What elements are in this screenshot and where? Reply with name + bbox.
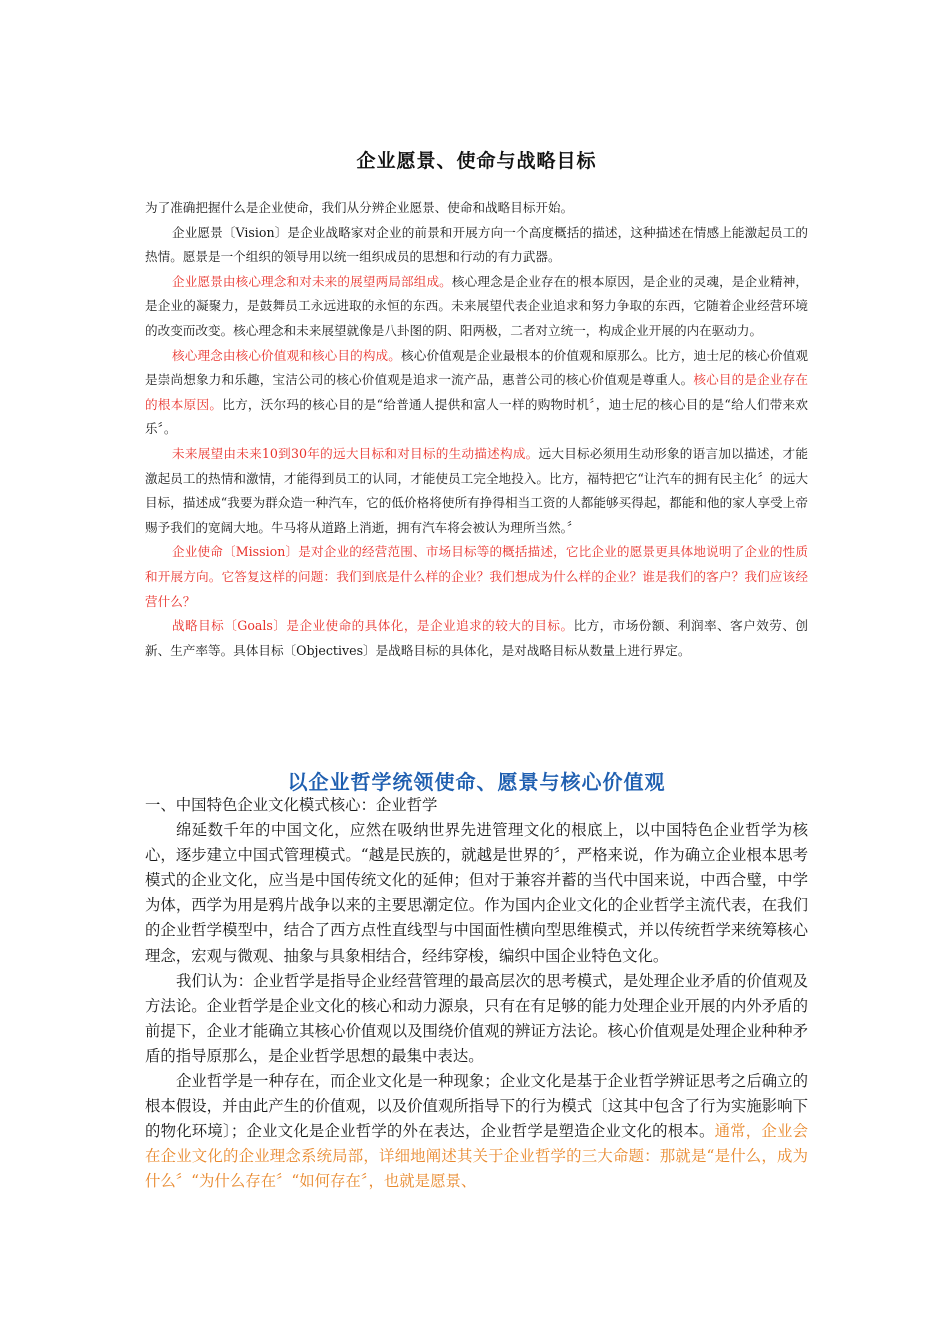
body-text: 企业哲学是一种存在，而企业文化是一种现象；企业文化是基于企业哲学辨证思考之后确立的根本假设，并由此产生的价值观，以及价值观所指导下的行为模式〔这其中包含了行为实施影响下的物化环境〕；企业文化是企业哲学的外在表达，企业哲学是塑造企业文化的根本。 — [145, 1072, 808, 1141]
highlight-text: 战略目标〔Goals〕是企业使命的具体化，是企业追求的较大的目标。 — [172, 618, 574, 634]
body-paragraph — [145, 1069, 808, 1194]
future-vision-paragraph — [145, 442, 808, 540]
body-paragraph: 我们认为：企业哲学是指导企业经营管理的最高层次的思考模式，是处理企业矛盾的价值观及方法论。企业哲学是企业文化的核心和动力源泉，只有在有足够的能力处理企业开展的内外矛盾的前提下，企业才能确立其核心价值观以及围绕价值观的辨证方法论。核心价值观是处理企业种种矛盾的指导原那么，是企业哲学思想的最集中表达。 — [145, 971, 808, 1065]
highlight-text: 核心目的是企业存在的根本原因。 — [145, 372, 809, 412]
vision-definition-paragraph: 企业愿景〔Vision〕是企业战略家对企业的前景和开展方向一个高度概括的描述，这种描述在情感上能激起员工的热情。愿景是一个组织的领导用以统一组织成员的思想和行动的有力武器。 — [145, 224, 808, 265]
highlight-text: 通常，企业会在企业文化的企业理念系统局部，详细地阐述其关于企业哲学的三大命题：那就是“是什么，成为什么〞“为什么存在〞“如何存在〞，也就是愿景、 — [145, 1122, 808, 1191]
intro-paragraph: 为了准确把握什么是企业使命，我们从分辨企业愿景、使命和战略目标开始。 — [145, 200, 574, 215]
section-vision-mission — [145, 196, 808, 663]
body-paragraph: 绵延数千年的中国文化，应然在吸纳世界先进管理文化的根底上，以中国特色企业哲学为核心，逐步建立中国式管理模式。“越是民族的，就越是世界的〞，严格来说，作为确立企业根本思考模式的企业文化，应当是中国传统文化的延伸；但对于兼容并蓄的当代中国来说，中西合璧，中学为体，西学为用是鸦片战争以来的主要思潮定位。作为国内企业文化的企业哲学主流代表，在我们的企业哲学模型中，结合了西方点性直线型与中国面性横向型思维模式，并以传统哲学来统筹核心理念，宏观与微观、抽象与具象相结合，经纬穿梭，编织中国企业特色文化。 — [145, 821, 808, 965]
section-enterprise-philosophy — [145, 793, 808, 1195]
goals-paragraph — [145, 614, 808, 663]
vision-components-paragraph — [145, 270, 808, 344]
page-title: 企业愿景、使命与战略目标 — [356, 150, 597, 172]
core-ideology-paragraph — [145, 344, 808, 442]
body-text: 远大目标必须用生动形象的语言加以描述，才能激起员工的热情和激情，才能得到员工的认同，才能使员工完全地投入。比方，福特把它“让汽车的拥有民主化〞的远大目标，描述成“我要为群众造一种汽车，它的低价格将使所有挣得相当工资的人都能够买得起，都能和他的家人享受上帝赐予我们的宽阔大地。牛马将从道路上消逝，拥有汽车将会被认为理所当然。〞 — [145, 445, 808, 535]
section-heading: 一、中国特色企业文化模式核心：企业哲学 — [145, 796, 438, 814]
body-text: 比方，市场份额、利润率、客户效劳、创新、生产率等。具体目标〔Objectives〕是战略目标的具体化，是对战略目标从数量上进行界定。 — [145, 618, 808, 658]
section-title: 以企业哲学统领使命、愿景与核心价值观 — [287, 770, 666, 794]
body-text: 核心理念是企业存在的根本原因，是企业的灵魂，是企业精神，是企业的凝聚力，是鼓舞员工永远进取的永恒的东西。未来展望代表企业追求和努力争取的东西，它随着企业经营环境的改变而改变。核心理念和未来展望就像是八卦图的阴、阳两极，二者对立统一，构成企业开展的内在驱动力。 — [145, 273, 809, 338]
body-text: 核心价值观是企业最根本的价值观和原那么。比方，迪士尼的核心价值观是崇尚想象力和乐趣，宝洁公司的核心价值观是追求一流产品，惠普公司的核心价值观是尊重人。 — [145, 347, 809, 388]
highlight-text: 核心理念由核心价值观和核心目的构成。 — [172, 347, 402, 363]
highlight-text: 企业愿景由核心理念和对未来的展望两局部组成。 — [172, 273, 452, 289]
mission-paragraph: 企业使命〔Mission〕是对企业的经营范围、市场目标等的概括描述，它比企业的愿景更具体地说明了企业的性质和开展方向。它答复这样的问题：我们到底是什么样的企业？我们想成为什么样的企业？谁是我们的客户？我们应该经营什么？ — [145, 544, 808, 609]
body-text: 比方，沃尔玛的核心目的是“给普通人提供和富人一样的购物时机〞，迪士尼的核心目的是“给人们带来欢乐〞。 — [145, 396, 809, 437]
highlight-text: 未来展望由未来10到30年的远大目标和对目标的生动描述构成。 — [172, 445, 539, 461]
